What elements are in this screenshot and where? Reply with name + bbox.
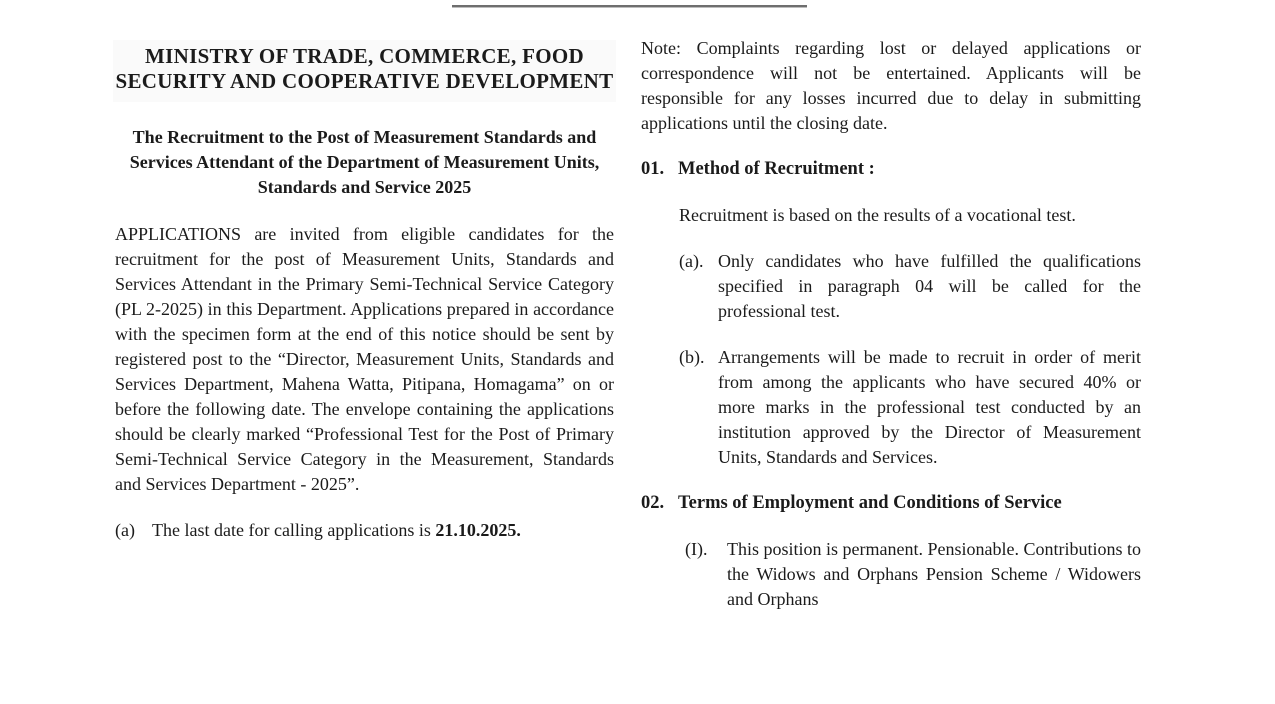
intro-paragraph: APPLICATIONS are invited from eligible candidates for the recruitment for the post of Measurement Units, Standards and Services Attendant in the Primary Semi-Technical Service Category (PL 2-2025) in this Department. Applications prepared in accordance with the specimen form at the end of this notice should be sent by registered post to the “Director, Measurement Units, Standards and Services Department, Mahena Watta, Pitipana, Homagama” on or before the following date. The envelope containing the applications should be clearly marked “Professional Test for the Post of Primary Semi-Technical Service Category in the Measurement, Standards and Services Department - 2025”.: [115, 224, 614, 494]
section-01-title: Method of Recruitment :: [678, 159, 875, 179]
closing-date-text: [152, 518, 521, 543]
closing-date-marker: (a): [115, 520, 135, 540]
item-a-text: Only candidates who have fulfilled the qualifications specified in paragraph 04 will be called for the professional test.: [718, 251, 1141, 321]
section-02-number: 02.: [641, 493, 665, 513]
section-02-title: Terms of Employment and Conditions of Service: [678, 493, 1062, 513]
section-01-heading: [641, 157, 1141, 182]
item-I-text: This position is permanent. Pensionable. Contributions to the Widows and Orphans Pension Scheme / Widowers and Orphans: [727, 539, 1141, 609]
closing-date-line: [115, 518, 614, 543]
closing-date-value: 21.10.2025.: [435, 520, 521, 540]
section-02-heading: [641, 491, 1141, 516]
ministry-title: MINISTRY OF TRADE, COMMERCE, FOOD SECURITY AND COOPERATIVE DEVELOPMENT: [115, 44, 614, 93]
item-b-marker: (b).: [679, 347, 705, 367]
list-item: [641, 345, 1141, 470]
section-01-intro: Recruitment is based on the results of a vocational test.: [679, 205, 1076, 225]
ministry-header-box: [113, 40, 616, 102]
list-item: [641, 249, 1141, 324]
item-b-text: Arrangements will be made to recruit in order of merit from among the applicants who have secured 40% or more marks in the professional test conducted by an institution approved by the Director of Measurement Units, Standards and Services.: [718, 347, 1141, 467]
closing-date-text-body: The last date for calling applications is: [152, 520, 436, 540]
list-item: [641, 537, 1141, 612]
right-column: [641, 36, 1141, 612]
item-a-marker: (a).: [679, 251, 704, 271]
left-column: [115, 40, 614, 543]
item-I-marker: (I).: [685, 539, 708, 559]
notice-title: The Recruitment to the Post of Measurement Standards and Services Attendant of the Department of Measurement Units, Standards and Service 2025: [129, 127, 600, 197]
top-divider-rule: [452, 5, 807, 8]
section-01-number: 01.: [641, 159, 665, 179]
note-paragraph: Note: Complaints regarding lost or delayed applications or correspondence will not be entertained. Applicants will be responsible for any losses incurred due to delay in submitting applications until the closing date.: [641, 38, 1141, 133]
